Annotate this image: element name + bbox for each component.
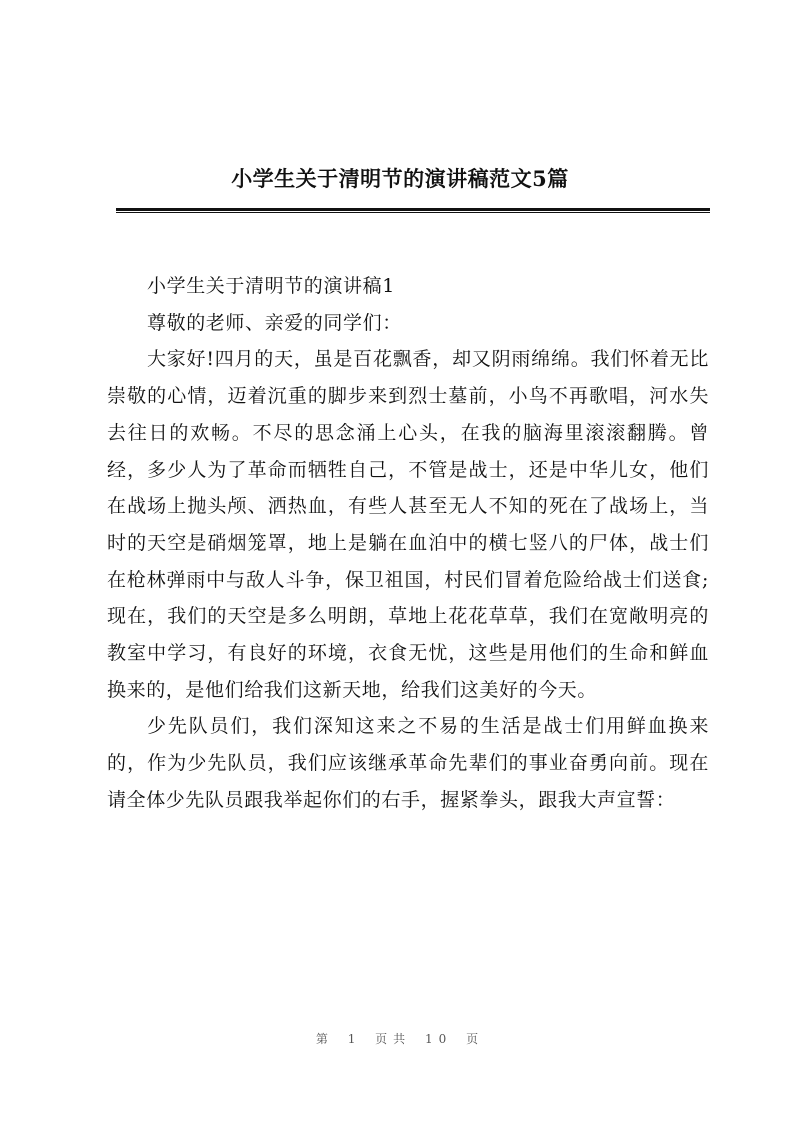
body-paragraph: 少先队员们，我们深知这来之不易的生活是战士们用鲜血换来的，作为少先队员，我们应该继承革命先辈们的事业奋勇向前。现在请全体少先队员跟我举起你们的右手，握紧拳头，跟我大声宣誓：	[107, 715, 709, 811]
document-title: 小学生关于清明节的演讲稿范文5篇	[231, 166, 569, 191]
document-body	[107, 268, 709, 819]
page-number-footer: 第 1 页共 10 页	[315, 1032, 485, 1046]
title-divider	[116, 208, 710, 213]
salutation: 尊敬的老师、亲爱的同学们：	[147, 311, 402, 334]
section-heading: 小学生关于清明节的演讲稿1	[147, 275, 395, 297]
body-paragraph: 大家好!四月的天，虽是百花飘香，却又阴雨绵绵。我们怀着无比崇敬的心情，迈着沉重的脚步来到烈士墓前，小鸟不再歌唱，河水失去往日的欢畅。不尽的思念涌上心头，在我的脑海里滚滚翻腾。曾经，多少人为了革命而牺牲自己，不管是战士，还是中华儿女，他们在战场上抛头颅、洒热血，有些人甚至无人不知的死在了战场上，当时的天空是硝烟笼罩，地上是躺在血泊中的横七竖八的尸体，战士们在枪林弹雨中与敌人斗争，保卫祖国，村民们冒着危险给战士们送食;现在，我们的天空是多么明朗，草地上花花草草，我们在宽敞明亮的教室中学习，有良好的环境，衣食无忧，这些是用他们的生命和鲜血换来的，是他们给我们这新天地，给我们这美好的今天。	[107, 348, 709, 701]
